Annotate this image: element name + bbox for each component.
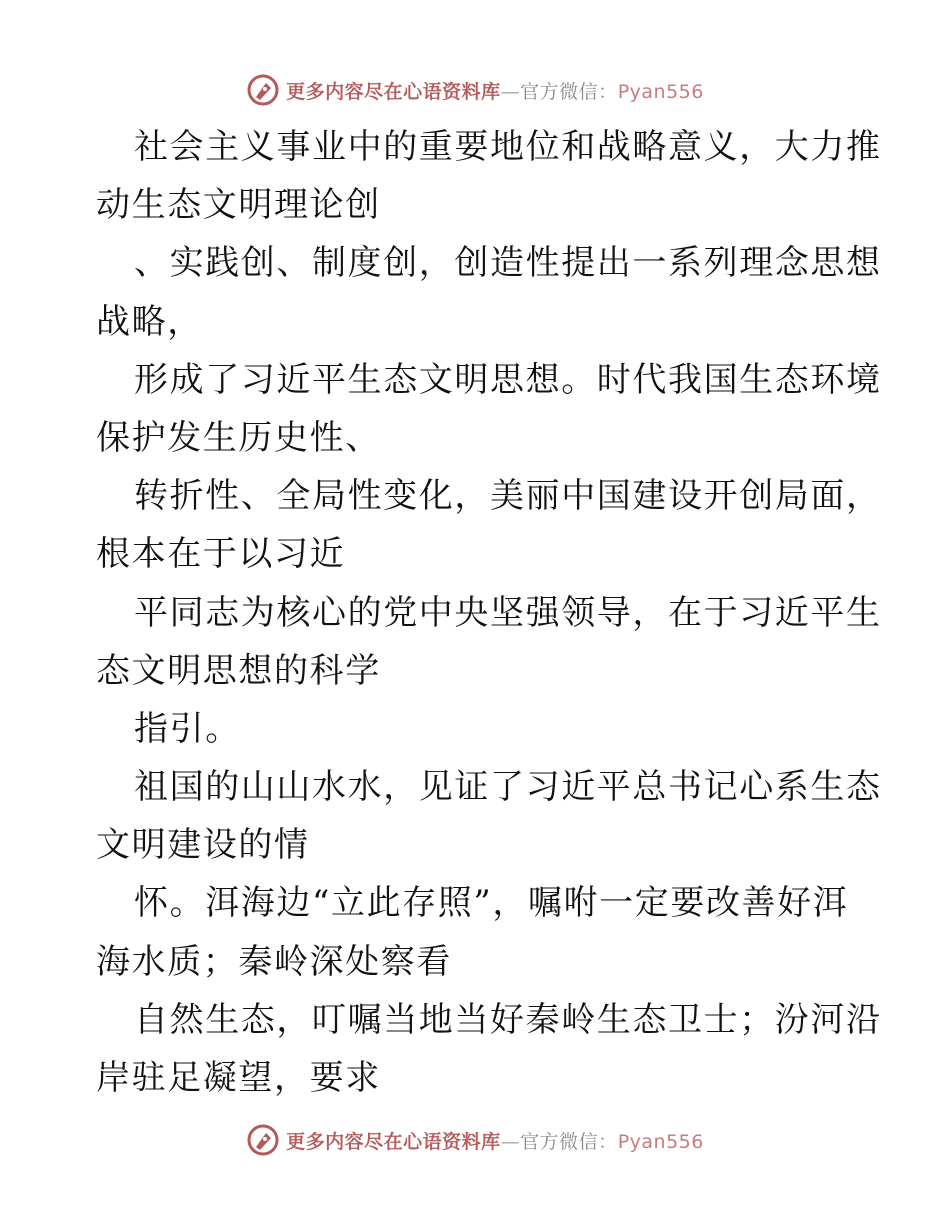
text-line: 保护发生历史性、	[96, 417, 381, 458]
footer-watermark	[0, 1120, 950, 1160]
text-line: 形成了习近平生态文明思想。时代我国生态环境	[134, 359, 882, 400]
watermark-dash: —	[500, 80, 521, 103]
text-line: 祖国的山山水水，见证了习近平总书记心系生态	[134, 767, 882, 808]
text-line: 海水质；秦岭深处察看	[96, 941, 452, 982]
text-line: 战略，	[96, 301, 203, 342]
document-body	[96, 118, 882, 1107]
watermark-official-label: 官方微信：	[520, 1130, 618, 1153]
text-line: 动生态文明理论创	[96, 185, 381, 226]
text-line: 怀。洱海边“立此存照”，嘱咐一定要改善好洱	[134, 883, 849, 924]
watermark-brand: 更多内容尽在心语资料库	[286, 1130, 501, 1153]
pen-nib-seal-icon	[246, 1123, 280, 1157]
pen-nib-seal-icon	[246, 73, 280, 107]
watermark-wechat-id: Pyan556	[617, 1130, 704, 1153]
text-line: 自然生态，叮嘱当地当好秦岭生态卫士；汾河沿	[134, 999, 882, 1040]
text-line: 岸驻足凝望，要求	[96, 1058, 381, 1098]
text-line: 社会主义事业中的重要地位和战略意义，大力推	[134, 127, 882, 167]
watermark-brand: 更多内容尽在心语资料库	[286, 80, 501, 103]
text-line: 态文明思想的科学	[96, 650, 381, 691]
text-line: 根本在于以习近	[96, 534, 346, 575]
text-line: 文明建设的情	[96, 825, 310, 866]
watermark-wechat-id: Pyan556	[617, 80, 704, 103]
text-line: 转折性、全局性变化，美丽中国建设开创局面，	[134, 476, 882, 517]
text-line: 指引。	[134, 708, 241, 749]
header-watermark	[0, 70, 950, 110]
text-line: 、实践创、制度创，创造性提出一系列理念思想	[134, 243, 882, 284]
watermark-official-label: 官方微信：	[520, 80, 618, 103]
text-line: 平同志为核心的党中央坚强领导，在于习近平生	[134, 592, 882, 633]
watermark-dash: —	[500, 1130, 521, 1153]
